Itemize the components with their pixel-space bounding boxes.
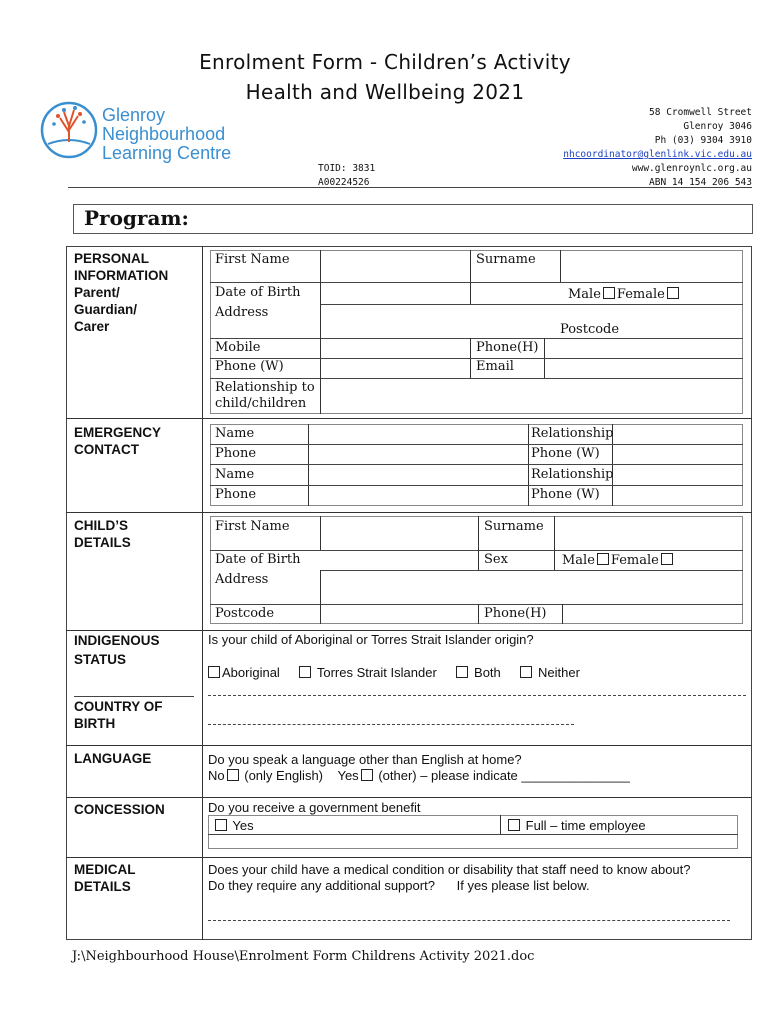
footer-file-path: J:\Neighbourhood House\Enrolment Form Childrens Activity 2021.doc bbox=[72, 949, 535, 964]
indigenous-divider bbox=[66, 630, 752, 631]
language-other-label: (other) – please indicate _______________ bbox=[378, 768, 630, 783]
child-first-name-label: First Name bbox=[215, 519, 290, 534]
language-no-checkbox[interactable] bbox=[227, 769, 239, 781]
medical-label-2: DETAILS bbox=[74, 879, 131, 894]
indigenous-options bbox=[208, 665, 580, 681]
indigenous-label-1: INDIGENOUS bbox=[74, 633, 160, 648]
emergency-grid bbox=[210, 424, 743, 506]
personal-phone-w-label: Phone (W) bbox=[215, 359, 284, 374]
fulltime-checkbox[interactable] bbox=[508, 819, 520, 831]
indigenous-answer-line[interactable] bbox=[208, 695, 746, 696]
personal-surname-label: Surname bbox=[476, 252, 536, 267]
emergency-name-1-label: Name bbox=[215, 426, 255, 441]
child-divider bbox=[66, 512, 752, 513]
header-divider bbox=[68, 187, 752, 188]
logo-line-1: Glenroy bbox=[102, 105, 166, 125]
torres-label: Torres Strait Islander bbox=[316, 665, 437, 680]
medical-label-1: MEDICAL bbox=[74, 862, 136, 877]
personal-label-5: Carer bbox=[74, 319, 110, 334]
personal-surname-field[interactable] bbox=[562, 252, 740, 280]
female-checkbox[interactable] bbox=[667, 287, 679, 299]
concession-grid bbox=[208, 815, 738, 849]
language-label: LANGUAGE bbox=[74, 751, 152, 766]
country-answer-line[interactable] bbox=[208, 724, 574, 725]
torres-checkbox[interactable] bbox=[299, 666, 311, 678]
tree-logo-icon bbox=[38, 96, 100, 164]
male-checkbox[interactable] bbox=[603, 287, 615, 299]
child-male-label: Male bbox=[562, 553, 595, 568]
personal-mobile-label: Mobile bbox=[215, 340, 261, 355]
both-checkbox[interactable] bbox=[456, 666, 468, 678]
medical-list-prompt: If yes please list below. bbox=[456, 878, 590, 893]
emergency-label-2: CONTACT bbox=[74, 442, 139, 457]
language-divider bbox=[66, 745, 752, 746]
child-male-checkbox[interactable] bbox=[597, 553, 609, 565]
org-address bbox=[563, 106, 752, 190]
medical-question-2 bbox=[208, 878, 590, 894]
emergency-phone-1-label: Phone bbox=[215, 446, 257, 461]
aboriginal-label: Aboriginal bbox=[222, 665, 280, 680]
personal-label-2: INFORMATION bbox=[74, 268, 169, 283]
female-label: Female bbox=[616, 287, 665, 302]
personal-email-label: Email bbox=[476, 359, 514, 374]
indigenous-label-2: STATUS bbox=[74, 652, 126, 667]
program-box[interactable] bbox=[73, 204, 753, 234]
concession-yes-checkbox[interactable] bbox=[215, 819, 227, 831]
emergency-label-1: EMERGENCY bbox=[74, 425, 162, 440]
language-no-label: No bbox=[208, 768, 225, 783]
personal-label-4: Guardian/ bbox=[74, 302, 138, 317]
country-label-rule bbox=[74, 696, 194, 697]
concession-fulltime bbox=[508, 818, 646, 834]
language-only-english: (only English) bbox=[244, 768, 324, 783]
personal-gender-options bbox=[568, 287, 681, 303]
both-label: Both bbox=[474, 665, 501, 680]
personal-dob-label: Date of Birth bbox=[215, 285, 301, 300]
emergency-divider bbox=[66, 418, 752, 419]
title-line-2: Health and Wellbeing 2021 bbox=[245, 80, 525, 104]
child-surname-label: Surname bbox=[484, 519, 544, 534]
address-street: 58 Cromwell Street bbox=[649, 107, 752, 118]
concession-question: Do you receive a government benefit bbox=[208, 800, 421, 815]
language-yes-label: Yes bbox=[337, 768, 359, 783]
language-options bbox=[208, 768, 630, 784]
logo-line-3: Learning Centre bbox=[102, 143, 232, 163]
country-label-1: COUNTRY OF bbox=[74, 699, 163, 714]
medical-support-question: Do they require any additional support? bbox=[208, 878, 435, 893]
personal-label-1: PERSONAL bbox=[74, 251, 150, 266]
child-dob-label: Date of Birth bbox=[215, 552, 301, 567]
child-female-checkbox[interactable] bbox=[661, 553, 673, 565]
email-link[interactable]: nhcoordinator@glenlink.vic.edu.au bbox=[563, 149, 752, 160]
concession-yes bbox=[215, 818, 254, 834]
emergency-relationship-1-label: Relationship bbox=[531, 426, 614, 441]
personal-relationship-label bbox=[215, 380, 315, 412]
personal-section-label bbox=[66, 246, 202, 416]
fulltime-label: Full – time employee bbox=[525, 818, 646, 833]
label-column-divider bbox=[202, 246, 203, 940]
language-yes-checkbox[interactable] bbox=[361, 769, 373, 781]
program-label: Program: bbox=[84, 206, 189, 230]
logo-line-2: Neighbourhood bbox=[102, 124, 226, 144]
relationship-line-1: Relationship to bbox=[215, 380, 315, 395]
logo-wordmark bbox=[102, 106, 231, 163]
child-label-2: DETAILS bbox=[74, 535, 131, 550]
title-line-1: Enrolment Form - Children’s Activity bbox=[199, 50, 571, 74]
address-suburb: Glenroy 3046 bbox=[683, 121, 752, 132]
medical-answer-line[interactable] bbox=[208, 920, 730, 921]
child-label-1: CHILD’S bbox=[74, 518, 128, 533]
male-label: Male bbox=[568, 287, 601, 302]
abn: ABN 14 154 206 543 bbox=[649, 177, 752, 188]
child-sex-label: Sex bbox=[484, 552, 508, 567]
neither-checkbox[interactable] bbox=[520, 666, 532, 678]
toid-block bbox=[318, 162, 375, 190]
personal-label-3: Parent/ bbox=[74, 285, 120, 300]
personal-first-name-field[interactable] bbox=[322, 252, 468, 280]
website: www.glenroynlc.org.au bbox=[631, 163, 752, 174]
language-question: Do you speak a language other than English at home? bbox=[208, 752, 522, 767]
personal-address-label: Address bbox=[215, 305, 269, 320]
concession-yes-label: Yes bbox=[232, 818, 254, 833]
relationship-line-2: child/children bbox=[215, 396, 307, 411]
medical-divider bbox=[66, 857, 752, 858]
child-postcode-label: Postcode bbox=[215, 606, 275, 621]
indigenous-question: Is your child of Aboriginal or Torres Strait Islander origin? bbox=[208, 632, 534, 647]
address-phone: Ph (03) 9304 3910 bbox=[654, 135, 752, 146]
org-code: A00224526 bbox=[318, 177, 370, 188]
child-gender-options bbox=[562, 553, 675, 569]
personal-postcode-label: Postcode bbox=[560, 322, 620, 337]
medical-question-1: Does your child have a medical condition or disability that staff need to know about? bbox=[208, 862, 691, 877]
child-address-label: Address bbox=[215, 572, 269, 587]
country-label-2: BIRTH bbox=[74, 716, 116, 731]
concession-divider bbox=[66, 797, 752, 798]
emergency-phone-2-label: Phone bbox=[215, 487, 257, 502]
personal-phone-h-label: Phone(H) bbox=[476, 340, 539, 355]
aboriginal-checkbox[interactable] bbox=[208, 666, 220, 678]
emergency-name-2-label: Name bbox=[215, 467, 255, 482]
emergency-phone-w-2-label: Phone (W) bbox=[531, 487, 600, 502]
child-female-label: Female bbox=[610, 553, 659, 568]
personal-first-name-label: First Name bbox=[215, 252, 290, 267]
toid: TOID: 3831 bbox=[318, 163, 376, 174]
emergency-relationship-2-label: Relationship bbox=[531, 467, 614, 482]
child-phone-h-label: Phone(H) bbox=[484, 606, 547, 621]
neither-label: Neither bbox=[538, 665, 580, 680]
emergency-phone-w-1-label: Phone (W) bbox=[531, 446, 600, 461]
concession-label: CONCESSION bbox=[74, 802, 165, 817]
